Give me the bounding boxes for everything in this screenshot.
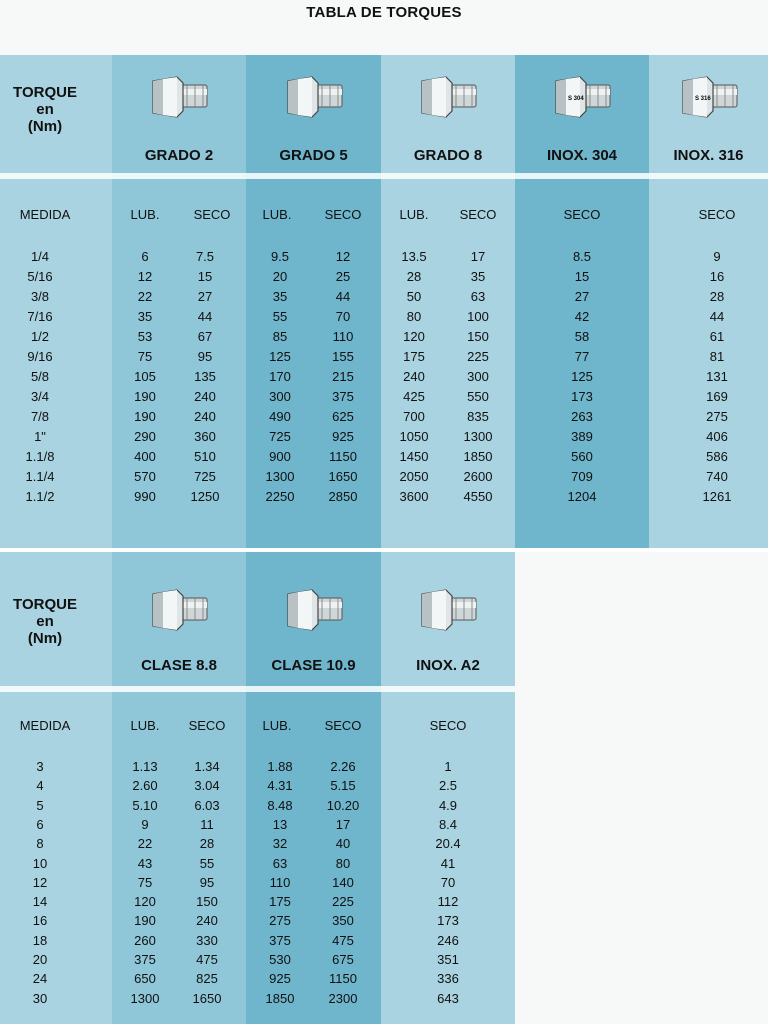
t2-value-cell: 4.9 [438,797,458,813]
bolt-icon [284,588,344,632]
t1-value-cell: 1050 [399,429,429,444]
t1-value-cell: 725 [269,429,291,444]
t1-medida-header: MEDIDA [19,207,71,222]
torque-label-line2: en [36,101,54,118]
t1-size-cell: 1/2 [30,329,50,344]
t2-value-cell: 173 [437,913,459,929]
t1-value-cell: 110 [332,329,354,344]
bolt-icon [679,75,739,119]
t1-value-cell: 20 [272,269,288,284]
t1-value-cell: 80 [406,309,422,324]
t1-value-cell: 125 [571,369,593,384]
t1-value-cell: 125 [269,349,291,364]
t2-value-cell: 375 [269,932,291,948]
t1-size-cell: 5/8 [30,369,50,384]
t1-value-cell: 8.5 [572,249,592,264]
t2-value-cell: 140 [332,874,354,890]
t1-value-cell: 35 [272,289,288,304]
t1-value-cell: 35 [137,309,153,324]
t1-value-cell: 15 [574,269,590,284]
lub-header: LUB. [262,207,292,222]
torque-label-line1: TORQUE [13,596,77,613]
t2-value-cell: 17 [335,816,351,832]
t2-header-divider [0,686,515,692]
t2-value-cell: 5.10 [132,797,158,813]
t1-value-cell: 9 [713,249,721,264]
t1-value-cell: 2050 [399,469,429,484]
t1-size-cell: 9/16 [27,349,53,364]
seco-header: SECO [324,207,362,222]
t2-value-cell: 95 [199,874,215,890]
seco-header: SECO [698,207,736,222]
t1-value-cell: 44 [197,309,213,324]
t2-value-cell: 351 [437,952,459,967]
t2-value-cell: 336 [437,971,459,987]
t1-value-cell: 169 [706,389,728,404]
t1-value-cell: 170 [269,369,291,384]
t2-value-cell: 2.5 [438,778,458,794]
t1-value-cell: 105 [134,369,156,384]
svg-text:S 304: S 304 [568,96,584,102]
t1-value-cell: 1261 [702,489,732,504]
t2-value-cell: 63 [272,855,288,871]
t1-value-cell: 61 [709,329,725,344]
t2-value-cell: 75 [137,874,153,890]
t1-value-cell: 300 [269,389,291,404]
t1-value-cell: 150 [467,329,489,344]
t2-value-cell: 8.4 [438,816,458,832]
t1-value-cell: 2250 [265,489,295,504]
t2-size-cell: 10 [32,855,48,871]
t2-value-cell: 55 [199,855,215,871]
grade-header: CLASE 8.8 [141,657,217,674]
t1-value-cell: 70 [335,309,351,324]
t1-value-cell: 1300 [463,429,493,444]
t1-value-cell: 400 [134,449,156,464]
seco-header: SECO [193,207,231,222]
t2-value-cell: 530 [269,952,291,967]
t2-value-cell: 275 [269,913,291,929]
t1-value-cell: 77 [574,349,590,364]
bolt-icon [284,75,344,119]
t1-value-cell: 95 [197,349,213,364]
t2-value-cell: 13 [272,816,288,832]
t1-value-cell: 12 [137,269,153,284]
t2-size-cell: 8 [36,836,44,852]
t1-size-cell: 7/16 [27,309,53,324]
t1-value-cell: 190 [134,389,156,404]
t1-value-cell: 12 [335,249,351,264]
t2-value-cell: 120 [134,894,156,910]
t1-value-cell: 263 [571,409,593,424]
t1-value-cell: 1450 [399,449,429,464]
lub-header: LUB. [262,718,292,733]
t1-value-cell: 240 [194,389,216,404]
t2-value-cell: 240 [196,913,218,929]
t1-value-cell: 425 [403,389,425,404]
t2-value-cell: 246 [437,932,459,948]
t1-value-cell: 835 [467,409,489,424]
t1-torque-label [0,84,90,135]
t2-value-cell: 825 [196,971,218,987]
bolt-icon [418,588,478,632]
t1-value-cell: 13.5 [401,249,427,264]
t1-value-cell: 44 [335,289,351,304]
t2-value-cell: 175 [269,894,291,910]
t1-value-cell: 2600 [463,469,493,484]
t1-size-cell: 7/8 [30,409,50,424]
t2-value-cell: 22 [137,836,153,852]
t1-value-cell: 389 [571,429,593,444]
t2-value-cell: 1650 [192,990,222,1006]
bolt-icon [149,75,209,119]
t2-size-cell: 30 [32,990,48,1006]
t1-value-cell: 406 [706,429,728,444]
t1-value-cell: 740 [706,469,728,484]
t2-value-cell: 8.48 [267,797,293,813]
t1-value-cell: 7.5 [195,249,215,264]
t2-value-cell: 40 [335,836,351,852]
t2-value-cell: 2300 [328,990,358,1006]
t1-value-cell: 27 [197,289,213,304]
grade-header: CLASE 10.9 [271,657,356,674]
t1-value-cell: 53 [137,329,153,344]
t1-value-cell: 510 [194,449,216,464]
t1-size-cell: 1.1/8 [25,449,55,464]
torque-label-line2: en [36,613,54,630]
seco-header: SECO [188,718,226,733]
t2-size-cell: 24 [32,971,48,987]
t2-torque-label [0,596,90,647]
t1-value-cell: 27 [574,289,590,304]
t2-value-cell: 32 [272,836,288,852]
t2-value-cell: 2.60 [132,778,158,794]
t1-value-cell: 3600 [399,489,429,504]
t1-value-cell: 17 [470,249,486,264]
t2-value-cell: 1.34 [194,759,220,774]
t2-value-cell: 925 [269,971,291,987]
t2-value-cell: 4.31 [267,778,293,794]
t1-value-cell: 175 [403,349,425,364]
t1-value-cell: 290 [134,429,156,444]
t1-size-cell: 3/8 [30,289,50,304]
t1-size-cell: 5/16 [27,269,53,284]
t1-value-cell: 570 [134,469,156,484]
t1-value-cell: 22 [137,289,153,304]
t1-value-cell: 155 [332,349,354,364]
t2-size-cell: 16 [32,913,48,929]
t2-size-cell: 5 [36,797,44,813]
t1-value-cell: 25 [335,269,351,284]
grade-header: GRADO 2 [144,147,214,164]
bolt-icon [418,75,478,119]
t1-value-cell: 360 [194,429,216,444]
grade-header: GRADO 8 [413,147,483,164]
t1-value-cell: 300 [467,369,489,384]
t2-value-cell: 10.20 [326,797,360,813]
t1-value-cell: 100 [467,309,489,324]
t2-value-cell: 190 [134,913,156,929]
t2-value-cell: 11 [200,816,214,832]
t2-size-cell: 18 [32,932,48,948]
t1-value-cell: 131 [706,369,728,384]
t1-value-cell: 190 [134,409,156,424]
t1-value-cell: 42 [574,309,590,324]
lub-header: LUB. [130,718,160,733]
t2-value-cell: 1300 [130,990,160,1006]
t2-size-cell: 20 [32,952,48,967]
seco-header: SECO [563,207,601,222]
page-title: TABLA DE TORQUES [306,4,462,21]
t2-value-cell: 330 [196,932,218,948]
t2-value-cell: 43 [137,855,153,871]
t2-value-cell: 2.26 [330,759,356,774]
t1-value-cell: 28 [709,289,725,304]
t2-size-cell: 12 [32,874,48,890]
seco-header: SECO [324,718,362,733]
t1-value-cell: 2850 [328,489,358,504]
t2-value-cell: 650 [134,971,156,987]
t1-value-cell: 4550 [463,489,493,504]
t2-value-cell: 3.04 [194,778,220,794]
t1-value-cell: 50 [406,289,422,304]
t1-value-cell: 28 [406,269,422,284]
t1-value-cell: 120 [403,329,425,344]
t1-value-cell: 1850 [463,449,493,464]
grade-header: GRADO 5 [279,147,348,164]
t1-value-cell: 1300 [265,469,295,484]
t2-value-cell: 112 [437,894,459,910]
t1-value-cell: 240 [194,409,216,424]
t1-value-cell: 63 [470,289,486,304]
t1-value-cell: 67 [197,329,213,344]
t2-value-cell: 1.88 [267,759,293,774]
t1-size-cell: 3/4 [30,389,50,404]
t2-value-cell: 20.4 [435,836,461,852]
t2-value-cell: 225 [332,894,354,910]
t1-value-cell: 75 [137,349,153,364]
grade-header: INOX. 304 [546,147,618,164]
lub-header: LUB. [399,207,429,222]
t2-value-cell: 375 [134,952,156,967]
t2-value-cell: 110 [269,874,291,890]
seco-header: SECO [429,718,467,733]
t2-value-cell: 475 [332,932,354,948]
t2-value-cell: 150 [196,894,218,910]
t1-value-cell: 1650 [328,469,358,484]
t1-value-cell: 550 [467,389,489,404]
t1-value-cell: 925 [332,429,354,444]
t2-value-cell: 350 [332,913,354,929]
t2-value-cell: 475 [196,952,218,967]
torque-label-line1: TORQUE [13,84,77,101]
t1-value-cell: 215 [332,369,354,384]
t1-value-cell: 44 [709,309,725,324]
t1-size-cell: 1" [34,429,46,444]
t2-value-cell: 260 [134,932,156,948]
torque-label-line3: (Nm) [27,118,63,135]
t1-value-cell: 240 [403,369,425,384]
t2-value-cell: 1150 [329,971,357,987]
t1-value-cell: 1150 [329,449,357,464]
t1-value-cell: 990 [134,489,156,504]
t2-size-cell: 6 [36,816,44,832]
t1-value-cell: 135 [194,369,216,384]
grade-header: INOX. 316 [673,147,744,164]
t1-value-cell: 55 [272,309,288,324]
t1-header-divider [0,173,768,179]
t1-value-cell: 560 [571,449,593,464]
t1-value-cell: 58 [574,329,590,344]
t2-value-cell: 70 [440,874,456,890]
t1-value-cell: 16 [709,269,725,284]
t1-value-cell: 6 [141,249,149,264]
t1-value-cell: 375 [332,389,354,404]
t1-value-cell: 275 [706,409,728,424]
t1-value-cell: 9.5 [270,249,290,264]
t1-size-cell: 1/4 [30,249,50,264]
bolt-icon [552,75,612,119]
t1-size-cell: 1.1/2 [25,489,55,504]
t1-value-cell: 15 [197,269,213,284]
t2-value-cell: 1850 [265,990,295,1006]
t2-size-cell: 14 [32,894,48,910]
t1-value-cell: 85 [272,329,288,344]
t1-value-cell: 586 [706,449,728,464]
bolt-icon [149,588,209,632]
t1-value-cell: 1250 [190,489,220,504]
svg-text:S 316: S 316 [694,96,711,102]
lub-header: LUB. [130,207,160,222]
t1-value-cell: 725 [194,469,216,484]
t2-value-cell: 9 [141,816,149,832]
t1-size-cell: 1.1/4 [25,469,55,484]
t2-value-cell: 643 [437,990,459,1006]
t1-value-cell: 709 [571,469,593,484]
t1-value-cell: 625 [332,409,354,424]
grade-header: INOX. A2 [416,657,480,674]
t2-value-cell: 80 [335,855,351,871]
t2-value-cell: 675 [332,952,354,967]
t1-value-cell: 35 [470,269,486,284]
t1-value-cell: 900 [269,449,291,464]
t1-value-cell: 225 [467,349,489,364]
seco-header: SECO [459,207,497,222]
t2-value-cell: 5.15 [330,778,356,794]
t2-size-cell: 4 [36,778,44,794]
t2-size-cell: 3 [36,759,44,774]
t1-value-cell: 1204 [567,489,597,504]
t2-value-cell: 28 [199,836,215,852]
t2-value-cell: 1.13 [132,759,158,774]
t2-value-cell: 6.03 [194,797,220,813]
t1-value-cell: 81 [709,349,725,364]
t1-value-cell: 700 [403,409,425,424]
torque-label-line3: (Nm) [27,630,63,647]
t2-medida-header: MEDIDA [19,718,71,733]
t1-value-cell: 490 [269,409,291,424]
t2-value-cell: 41 [440,855,456,871]
t1-value-cell: 173 [571,389,593,404]
t2-value-cell: 1 [444,759,452,774]
